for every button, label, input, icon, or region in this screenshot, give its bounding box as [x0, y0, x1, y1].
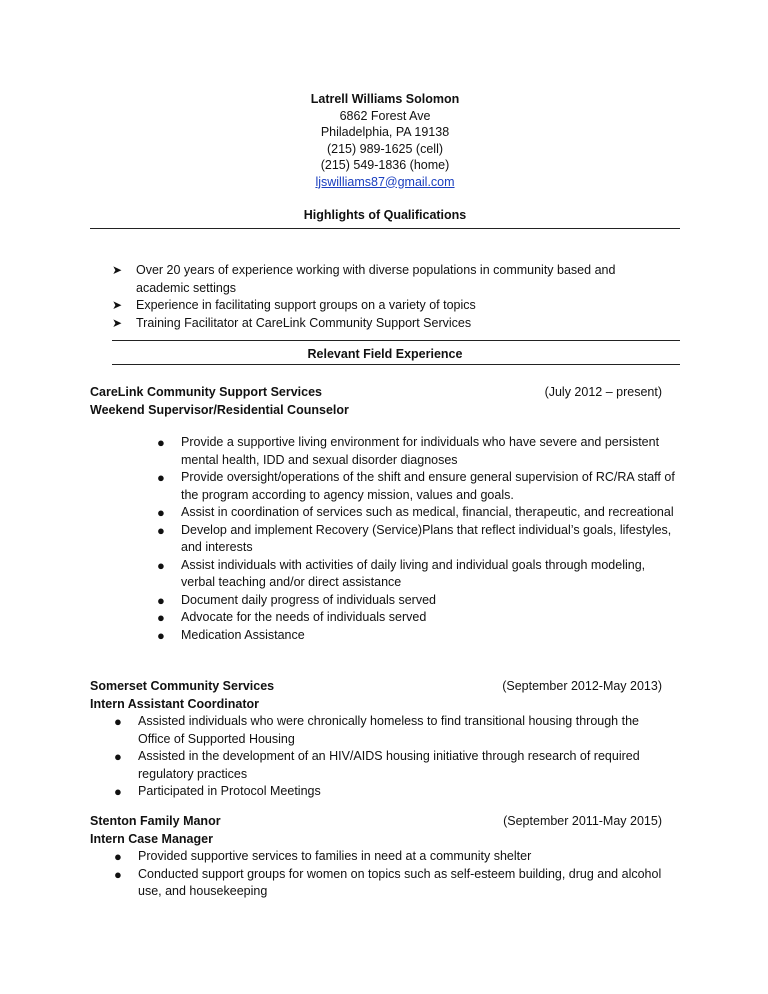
duty-item [112, 713, 674, 748]
job-duties-list [112, 848, 674, 901]
duty-item [112, 783, 674, 801]
highlight-text: Over 20 years of experience working with diverse populations in community based and academic settings [136, 263, 616, 295]
duty-item [155, 609, 675, 627]
duty-item [155, 627, 675, 645]
duty-item [155, 522, 675, 557]
experience-divider [112, 364, 680, 365]
job-duties-list [155, 434, 675, 644]
duty-text: Assisted individuals who were chronically homeless to find transitional housing through the Office of Supported Housing [138, 714, 639, 746]
bullet-dot-icon: ● [157, 610, 165, 625]
duty-item [155, 469, 675, 504]
bullet-dot-icon: ● [114, 714, 122, 729]
bullet-dot-icon: ● [157, 435, 165, 450]
contact-cell-phone: (215) 989-1625 (cell) [326, 141, 444, 156]
job-duties-list [112, 713, 674, 801]
duty-text: Participated in Protocol Meetings [138, 784, 321, 798]
duty-item [112, 848, 674, 866]
job-role: Intern Case Manager [90, 831, 213, 846]
bullet-dot-icon: ● [157, 470, 165, 485]
job-organization: CareLink Community Support Services [90, 385, 323, 399]
arrowhead-bullet-icon: ➤ [112, 315, 123, 330]
highlights-list [112, 262, 672, 332]
duty-text: Develop and implement Recovery (Service)Plans that reflect individual’s goals, lifestyles, and interests [181, 522, 672, 554]
bullet-dot-icon: ● [157, 522, 165, 538]
highlights-divider [90, 228, 680, 229]
duty-text: Assist in coordination of services such as medical, financial, therapeutic, and recreational [181, 505, 674, 519]
bullet-dot-icon: ● [114, 749, 122, 764]
job-role: Weekend Supervisor/Residential Counselor [90, 402, 349, 417]
duty-text: Assisted in the development of an HIV/AIDS housing initiative through research of required regulatory practices [138, 749, 640, 781]
highlight-item [112, 262, 672, 297]
job-dates: (July 2012 – present) [544, 385, 662, 399]
highlight-item [112, 315, 672, 333]
job-header [90, 678, 662, 713]
duty-text: Advocate for the needs of individuals served [181, 610, 427, 624]
highlights-title: Highlights of Qualifications [303, 208, 467, 222]
arrowhead-bullet-icon: ➤ [112, 298, 123, 312]
bullet-dot-icon: ● [157, 627, 165, 643]
job-header [90, 813, 662, 848]
contact-header [230, 91, 540, 190]
contact-name: Latrell Williams Solomon [310, 92, 460, 106]
bullet-dot-icon: ● [114, 849, 122, 864]
duty-item [155, 592, 675, 610]
duty-item [112, 748, 674, 783]
bullet-dot-icon: ● [157, 592, 165, 608]
job-dates: (September 2012-May 2013) [502, 679, 662, 693]
experience-title: Relevant Field Experience [307, 347, 463, 361]
duty-text: Provided supportive services to families in need at a community shelter [138, 849, 532, 863]
duty-text: Document daily progress of individuals served [181, 592, 436, 607]
arrowhead-bullet-icon: ➤ [112, 263, 123, 277]
experience-top-divider [112, 340, 680, 341]
duty-text: Provide a supportive living environment for individuals who have severe and persistent mental health, IDD and sexual disorder diagnoses [181, 435, 660, 467]
bullet-dot-icon: ● [157, 505, 165, 520]
job-header [90, 384, 662, 419]
job-dates: (September 2011-May 2015) [503, 814, 662, 828]
duty-item [112, 866, 674, 901]
duty-item [155, 434, 675, 469]
bullet-dot-icon: ● [157, 557, 165, 573]
bullet-dot-icon: ● [114, 784, 122, 799]
duty-text: Conducted support groups for women on topics such as self-esteem building, drug and alcohol use, and housekeeping [138, 866, 662, 898]
job-organization: Stenton Family Manor [90, 814, 221, 828]
highlight-item [112, 297, 672, 315]
contact-street: 6862 Forest Ave [339, 108, 431, 123]
duty-item [155, 504, 675, 522]
contact-email-link[interactable]: ljswilliams87@gmail.com [315, 174, 455, 189]
duty-text: Assist individuals with activities of daily living and individual goals through modeling, verbal teaching and/or direct assistance [181, 557, 646, 589]
duty-text: Medication Assistance [181, 627, 305, 642]
duty-text: Provide oversight/operations of the shift and ensure general supervision of RC/RA staff of the program according to agency mission, values and goals. [181, 470, 675, 502]
duty-item [155, 557, 675, 592]
job-organization: Somerset Community Services [90, 679, 275, 693]
contact-city: Philadelphia, PA 19138 [320, 125, 450, 139]
bullet-dot-icon: ● [114, 866, 122, 882]
job-role: Intern Assistant Coordinator [90, 696, 259, 711]
highlight-text: Training Facilitator at CareLink Community Support Services [136, 315, 472, 330]
contact-home-phone: (215) 549-1836 (home) [320, 158, 450, 172]
highlight-text: Experience in facilitating support groups on a variety of topics [136, 298, 476, 312]
